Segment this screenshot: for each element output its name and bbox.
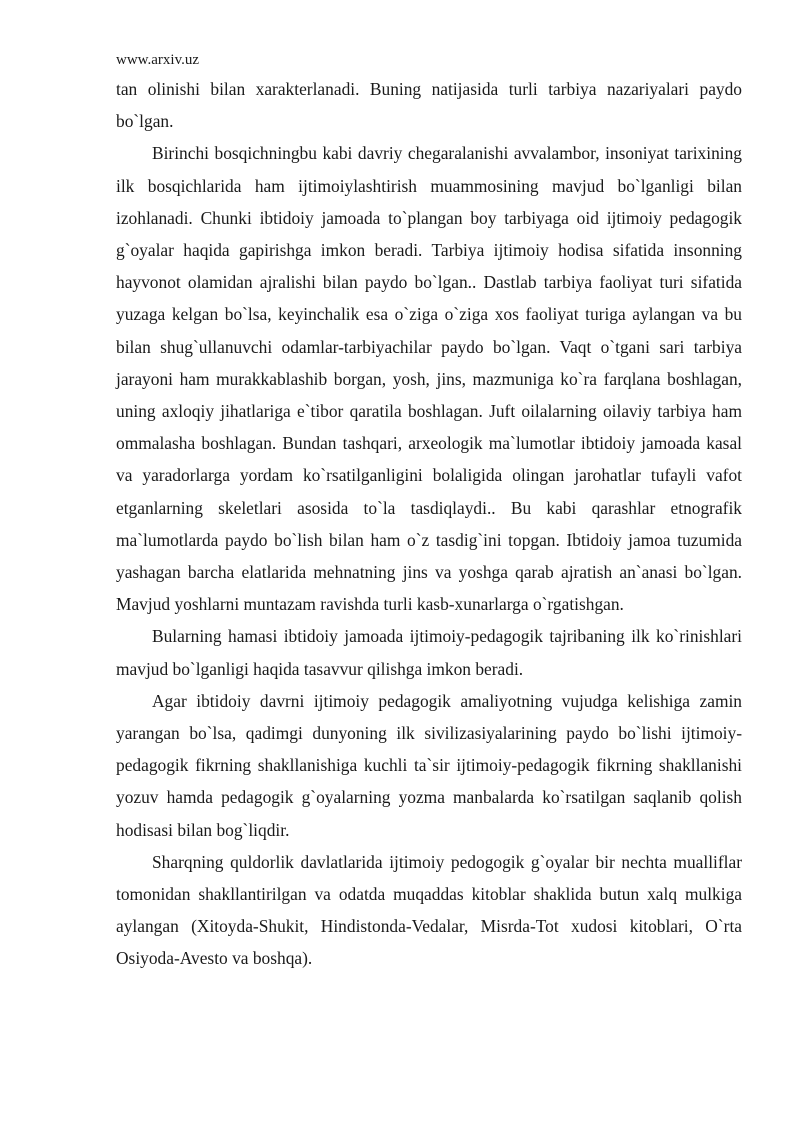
paragraph-ancient-civilizations: Agar ibtidoiy davrni ijtimoiy pedagogik amaliyotning vujudga kelishiga zamin yarangan bo`lsa, qadimgi dunyoning ilk sivilizasiyalarining paydo bo`lishi ijtimoiy-pedagogik fikrning shakllanishiga kuchli ta`sir ijtimoiy-pedagogik fikrning shakllanishi yozuv hamda pedagogik g`oyalarning yozma manbalarda ko`rsatilgan saqlanib qolish hodisasi bilan bog`liqdir.: [116, 690, 742, 840]
paragraph-eastern-states: Sharqning quldorlik davlatlarida ijtimoiy pedogogik g`oyalar bir nechta mualliflar tomonidan shakllantirilgan va odatda muqaddas kitoblar shaklida butun xalq mulkiga aylangan (Xitoyda-Shukit, Hindistonda-Vedalar, Misrda-Tot xudosi kitoblari, O`rta Osiyoda-Avesto va boshqa).: [116, 851, 742, 969]
paragraph-first-stage: Birinchi bosqichningbu kabi davriy chegaralanishi avvalambor, insoniyat tarixining ilk bosqichlarida ham ijtimoiylashtirish muammosining mavjud bo`lganligi bilan izohlanadi. Chunki ibtidoiy jamoada to`plangan boy tarbiyaga oid ijtimoiy pedagogik g`oyalar haqida gapirishga imkon beradi. Tarbiya ijtimoiy hodisa sifatida insonning hayvonot olamidan ajralishi bilan paydo bo`lgan.. Dastlab tarbiya faoliyat turi sifatida yuzaga kelgan bo`lsa, keyinchalik esa o`ziga o`ziga xos faoliyat turiga aylangan va bu bilan shug`ullanuvchi odamlar-tarbiyachilar paydo bo`lgan. Vaqt o`tgani sari tarbiya jarayoni ham murakkablashib borgan, yosh, jins, mazmuniga ko`ra farqlana boshlagan, uning axloqiy jihatlariga e`tibor qaratila boshlagan. Juft oilalarning oilaviy tarbiya ham ommalasha boshlagan. Bundan tashqari, arxeologik ma`lumotlar ibtidoiy jamoada kasal va yaradorlarga yordam ko`rsatilganligini bolaligida olingan jarohatlar tufayli vafot etganlarning skeletlari asosida to`la tasdiqlaydi.. Bu kabi qarashlar etnografik ma`lumotlarda paydo bo`lish bilan ham o`z tasdig`ini topgan. Ibtidoiy jamoa tuzumida yashagan barcha elatlarida mehnatning jins va yoshga qarab ajratish an`anasi bo`lgan. Mavjud yoshlarni muntazam ravishda turli kasb-xunarlarga o`rgatishgan.: [116, 143, 742, 615]
paragraph-summary: Bularning hamasi ibtidoiy jamoada ijtimoiy-pedagogik tajribaning ilk ko`rinishlari mavjud bo`lganligi haqida tasavvur qilishga imkon beradi.: [116, 626, 742, 679]
paragraph-continuation: tan olinishi bilan xarakterlanadi. Buning natijasida turli tarbiya nazariyalari paydo bo`lgan.: [116, 79, 742, 132]
document-body: [116, 73, 742, 975]
header-url: www.arxiv.uz: [116, 52, 200, 68]
